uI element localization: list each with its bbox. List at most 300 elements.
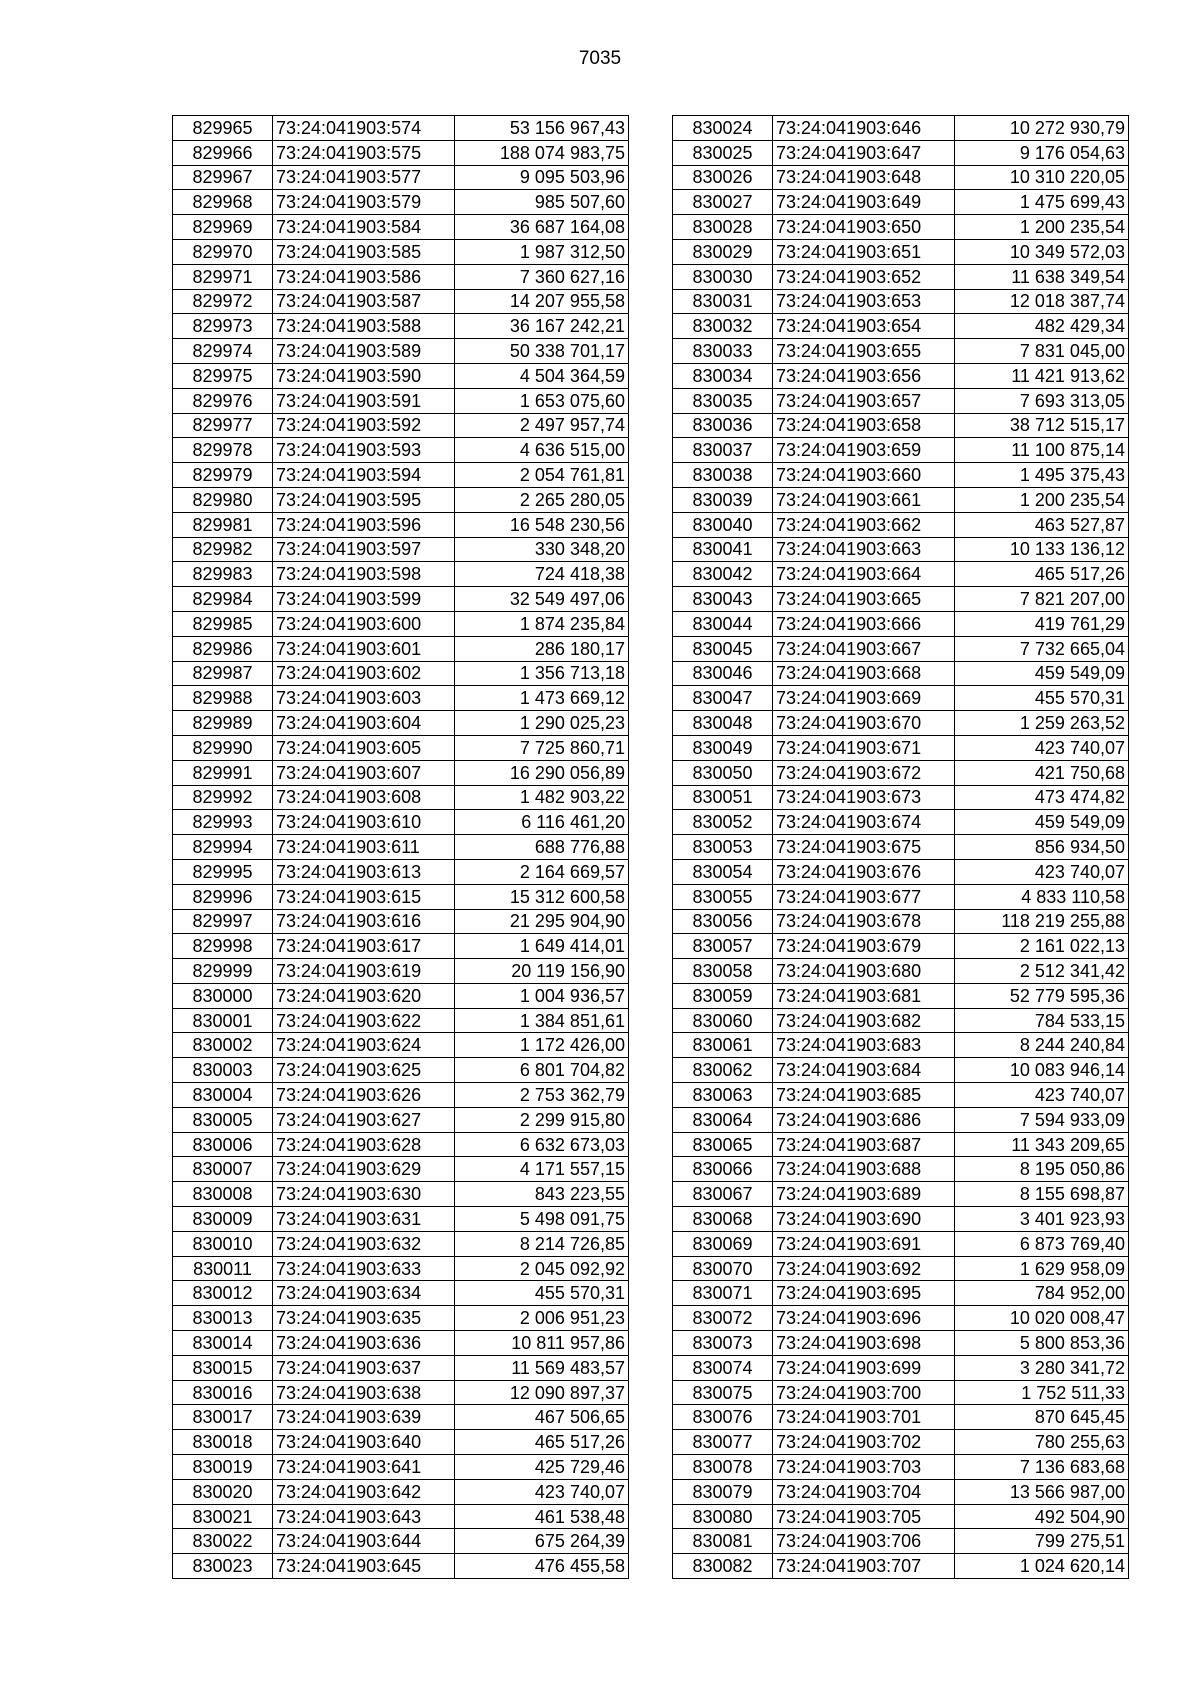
cadastral-number-cell: 73:24:041903:616: [273, 909, 455, 934]
table-row: [673, 810, 1129, 835]
value-cell: 459 549,09: [955, 661, 1129, 686]
cadastral-number-cell: 73:24:041903:646: [773, 116, 955, 141]
cadastral-number-cell: 73:24:041903:664: [773, 562, 955, 587]
table-row: [173, 1008, 629, 1033]
row-number-cell: 829996: [173, 884, 273, 909]
cadastral-number-cell: 73:24:041903:602: [273, 661, 455, 686]
value-cell: 724 418,38: [455, 562, 629, 587]
value-cell: 11 421 913,62: [955, 363, 1129, 388]
row-number-cell: 830007: [173, 1157, 273, 1182]
table-row: [173, 587, 629, 612]
cadastral-number-cell: 73:24:041903:601: [273, 636, 455, 661]
cadastral-number-cell: 73:24:041903:585: [273, 239, 455, 264]
row-number-cell: 829994: [173, 835, 273, 860]
row-number-cell: 830043: [673, 587, 773, 612]
table-row: [673, 339, 1129, 364]
table-row: [673, 1380, 1129, 1405]
cadastral-number-cell: 73:24:041903:636: [273, 1331, 455, 1356]
cadastral-number-cell: 73:24:041903:671: [773, 735, 955, 760]
table-row: [173, 735, 629, 760]
table-row: [673, 1281, 1129, 1306]
row-number-cell: 829986: [173, 636, 273, 661]
table-row: [673, 686, 1129, 711]
table-row: [173, 884, 629, 909]
value-cell: 2 497 957,74: [455, 413, 629, 438]
value-cell: 1 649 414,01: [455, 934, 629, 959]
value-cell: 7 693 313,05: [955, 388, 1129, 413]
value-cell: 2 753 362,79: [455, 1083, 629, 1108]
row-number-cell: 830066: [673, 1157, 773, 1182]
value-cell: 4 636 515,00: [455, 438, 629, 463]
cadastral-number-cell: 73:24:041903:641: [273, 1455, 455, 1480]
value-cell: 476 455,58: [455, 1554, 629, 1579]
table-row: [173, 909, 629, 934]
table-row: [173, 810, 629, 835]
value-cell: 7 831 045,00: [955, 339, 1129, 364]
table-row: [673, 140, 1129, 165]
row-number-cell: 830033: [673, 339, 773, 364]
row-number-cell: 829991: [173, 760, 273, 785]
value-cell: 8 155 698,87: [955, 1182, 1129, 1207]
cadastral-number-cell: 73:24:041903:648: [773, 165, 955, 190]
cadastral-number-cell: 73:24:041903:593: [273, 438, 455, 463]
table-row: [673, 785, 1129, 810]
cadastral-number-cell: 73:24:041903:642: [273, 1479, 455, 1504]
table-row: [173, 140, 629, 165]
table-row: [173, 711, 629, 736]
table-row: [173, 1455, 629, 1480]
table-row: [673, 363, 1129, 388]
row-number-cell: 830079: [673, 1479, 773, 1504]
row-number-cell: 830018: [173, 1430, 273, 1455]
cadastral-number-cell: 73:24:041903:631: [273, 1207, 455, 1232]
cadastral-number-cell: 73:24:041903:678: [773, 909, 955, 934]
value-cell: 7 821 207,00: [955, 587, 1129, 612]
value-cell: 784 533,15: [955, 1008, 1129, 1033]
cadastral-number-cell: 73:24:041903:644: [273, 1529, 455, 1554]
value-cell: 419 761,29: [955, 611, 1129, 636]
row-number-cell: 830078: [673, 1455, 773, 1480]
row-number-cell: 829981: [173, 512, 273, 537]
table-row: [673, 1405, 1129, 1430]
row-number-cell: 830069: [673, 1231, 773, 1256]
table-row: [673, 636, 1129, 661]
cadastral-number-cell: 73:24:041903:613: [273, 859, 455, 884]
row-number-cell: 830009: [173, 1207, 273, 1232]
cadastral-number-cell: 73:24:041903:625: [273, 1058, 455, 1083]
cadastral-number-cell: 73:24:041903:696: [773, 1306, 955, 1331]
table-row: [673, 413, 1129, 438]
cadastral-number-cell: 73:24:041903:682: [773, 1008, 955, 1033]
cadastral-number-cell: 73:24:041903:595: [273, 487, 455, 512]
cadastral-number-cell: 73:24:041903:611: [273, 835, 455, 860]
value-cell: 2 299 915,80: [455, 1107, 629, 1132]
value-cell: 13 566 987,00: [955, 1479, 1129, 1504]
cadastral-number-cell: 73:24:041903:615: [273, 884, 455, 909]
table-row: [673, 116, 1129, 141]
value-cell: 2 164 669,57: [455, 859, 629, 884]
cadastral-number-cell: 73:24:041903:604: [273, 711, 455, 736]
row-number-cell: 830067: [673, 1182, 773, 1207]
page-number: 7035: [578, 48, 622, 69]
cadastral-number-cell: 73:24:041903:596: [273, 512, 455, 537]
row-number-cell: 830034: [673, 363, 773, 388]
value-cell: 8 214 726,85: [455, 1231, 629, 1256]
value-cell: 2 512 341,42: [955, 959, 1129, 984]
cadastral-number-cell: 73:24:041903:662: [773, 512, 955, 537]
table-row: [173, 264, 629, 289]
value-cell: 36 687 164,08: [455, 215, 629, 240]
cadastral-number-cell: 73:24:041903:661: [773, 487, 955, 512]
value-cell: 1 987 312,50: [455, 239, 629, 264]
cadastral-number-cell: 73:24:041903:704: [773, 1479, 955, 1504]
cadastral-number-cell: 73:24:041903:629: [273, 1157, 455, 1182]
table-row: [173, 636, 629, 661]
row-number-cell: 830080: [673, 1504, 773, 1529]
table-row: [173, 1331, 629, 1356]
row-number-cell: 829992: [173, 785, 273, 810]
value-cell: 1 004 936,57: [455, 983, 629, 1008]
cadastral-number-cell: 73:24:041903:699: [773, 1355, 955, 1380]
cadastral-number-cell: 73:24:041903:597: [273, 537, 455, 562]
row-number-cell: 830006: [173, 1132, 273, 1157]
row-number-cell: 830015: [173, 1355, 273, 1380]
value-cell: 16 548 230,56: [455, 512, 629, 537]
table-row: [173, 1182, 629, 1207]
cadastral-number-cell: 73:24:041903:690: [773, 1207, 955, 1232]
table-row: [673, 487, 1129, 512]
cadastral-number-cell: 73:24:041903:683: [773, 1033, 955, 1058]
row-number-cell: 829977: [173, 413, 273, 438]
row-number-cell: 830077: [673, 1430, 773, 1455]
row-number-cell: 829972: [173, 289, 273, 314]
table-row: [673, 165, 1129, 190]
value-cell: 461 538,48: [455, 1504, 629, 1529]
value-cell: 6 873 769,40: [955, 1231, 1129, 1256]
table-row: [673, 959, 1129, 984]
value-cell: 985 507,60: [455, 190, 629, 215]
row-number-cell: 830031: [673, 289, 773, 314]
cadastral-number-cell: 73:24:041903:607: [273, 760, 455, 785]
table-row: [173, 512, 629, 537]
value-cell: 473 474,82: [955, 785, 1129, 810]
row-number-cell: 830060: [673, 1008, 773, 1033]
cadastral-number-cell: 73:24:041903:656: [773, 363, 955, 388]
value-cell: 1 475 699,43: [955, 190, 1129, 215]
table-row: [673, 289, 1129, 314]
cadastral-number-cell: 73:24:041903:670: [773, 711, 955, 736]
cadastral-number-cell: 73:24:041903:575: [273, 140, 455, 165]
table-row: [673, 1256, 1129, 1281]
row-number-cell: 829999: [173, 959, 273, 984]
table-row: [173, 1107, 629, 1132]
cadastral-number-cell: 73:24:041903:676: [773, 859, 955, 884]
value-cell: 7 360 627,16: [455, 264, 629, 289]
row-number-cell: 830026: [673, 165, 773, 190]
row-number-cell: 830068: [673, 1207, 773, 1232]
cadastral-number-cell: 73:24:041903:637: [273, 1355, 455, 1380]
cadastral-number-cell: 73:24:041903:702: [773, 1430, 955, 1455]
row-number-cell: 829973: [173, 314, 273, 339]
table-row: [673, 537, 1129, 562]
table-row: [673, 1207, 1129, 1232]
value-cell: 423 740,07: [955, 1083, 1129, 1108]
value-cell: 7 725 860,71: [455, 735, 629, 760]
cadastral-number-cell: 73:24:041903:620: [273, 983, 455, 1008]
value-cell: 870 645,45: [955, 1405, 1129, 1430]
table-row: [173, 1405, 629, 1430]
row-number-cell: 830063: [673, 1083, 773, 1108]
row-number-cell: 830012: [173, 1281, 273, 1306]
row-number-cell: 829989: [173, 711, 273, 736]
row-number-cell: 829988: [173, 686, 273, 711]
table-row: [673, 1182, 1129, 1207]
table-row: [173, 661, 629, 686]
value-cell: 465 517,26: [955, 562, 1129, 587]
cadastral-number-cell: 73:24:041903:663: [773, 537, 955, 562]
row-number-cell: 830002: [173, 1033, 273, 1058]
cadastral-number-cell: 73:24:041903:586: [273, 264, 455, 289]
cadastral-number-cell: 73:24:041903:667: [773, 636, 955, 661]
cadastral-number-cell: 73:24:041903:672: [773, 760, 955, 785]
table-row: [673, 1132, 1129, 1157]
row-number-cell: 830021: [173, 1504, 273, 1529]
table-row: [673, 1231, 1129, 1256]
table-row: [673, 934, 1129, 959]
cadastral-number-cell: 73:24:041903:591: [273, 388, 455, 413]
cadastral-number-cell: 73:24:041903:617: [273, 934, 455, 959]
table-row: [673, 1479, 1129, 1504]
cadastral-number-cell: 73:24:041903:603: [273, 686, 455, 711]
value-cell: 10 020 008,47: [955, 1306, 1129, 1331]
row-number-cell: 830017: [173, 1405, 273, 1430]
row-number-cell: 829993: [173, 810, 273, 835]
table-row: [173, 835, 629, 860]
value-cell: 455 570,31: [955, 686, 1129, 711]
value-cell: 423 740,07: [955, 735, 1129, 760]
cadastral-number-cell: 73:24:041903:689: [773, 1182, 955, 1207]
value-cell: 50 338 701,17: [455, 339, 629, 364]
cadastral-number-cell: 73:24:041903:653: [773, 289, 955, 314]
table-row: [673, 1008, 1129, 1033]
left-registry-table: [172, 115, 629, 1579]
value-cell: 118 219 255,88: [955, 909, 1129, 934]
table-row: [673, 1157, 1129, 1182]
value-cell: 425 729,46: [455, 1455, 629, 1480]
cadastral-number-cell: 73:24:041903:665: [773, 587, 955, 612]
cadastral-number-cell: 73:24:041903:600: [273, 611, 455, 636]
value-cell: 7 136 683,68: [955, 1455, 1129, 1480]
value-cell: 10 083 946,14: [955, 1058, 1129, 1083]
table-row: [173, 1231, 629, 1256]
table-row: [173, 339, 629, 364]
value-cell: 6 116 461,20: [455, 810, 629, 835]
cadastral-number-cell: 73:24:041903:608: [273, 785, 455, 810]
table-row: [673, 314, 1129, 339]
row-number-cell: 830032: [673, 314, 773, 339]
row-number-cell: 830020: [173, 1479, 273, 1504]
cadastral-number-cell: 73:24:041903:635: [273, 1306, 455, 1331]
table-row: [673, 1504, 1129, 1529]
row-number-cell: 829982: [173, 537, 273, 562]
value-cell: 482 429,34: [955, 314, 1129, 339]
value-cell: 11 100 875,14: [955, 438, 1129, 463]
row-number-cell: 829969: [173, 215, 273, 240]
cadastral-number-cell: 73:24:041903:584: [273, 215, 455, 240]
cadastral-number-cell: 73:24:041903:666: [773, 611, 955, 636]
cadastral-number-cell: 73:24:041903:652: [773, 264, 955, 289]
row-number-cell: 829966: [173, 140, 273, 165]
cadastral-number-cell: 73:24:041903:698: [773, 1331, 955, 1356]
value-cell: 6 632 673,03: [455, 1132, 629, 1157]
table-row: [173, 289, 629, 314]
row-number-cell: 830070: [673, 1256, 773, 1281]
table-row: [173, 1554, 629, 1579]
value-cell: 12 018 387,74: [955, 289, 1129, 314]
row-number-cell: 830035: [673, 388, 773, 413]
table-row: [173, 215, 629, 240]
value-cell: 1 290 025,23: [455, 711, 629, 736]
value-cell: 38 712 515,17: [955, 413, 1129, 438]
cadastral-number-cell: 73:24:041903:639: [273, 1405, 455, 1430]
row-number-cell: 830045: [673, 636, 773, 661]
row-number-cell: 829978: [173, 438, 273, 463]
table-row: [173, 562, 629, 587]
table-row: [173, 1157, 629, 1182]
cadastral-number-cell: 73:24:041903:589: [273, 339, 455, 364]
table-row: [673, 884, 1129, 909]
row-number-cell: 829974: [173, 339, 273, 364]
value-cell: 8 195 050,86: [955, 1157, 1129, 1182]
table-row: [673, 711, 1129, 736]
cadastral-number-cell: 73:24:041903:674: [773, 810, 955, 835]
row-number-cell: 830028: [673, 215, 773, 240]
cadastral-number-cell: 73:24:041903:624: [273, 1033, 455, 1058]
row-number-cell: 830024: [673, 116, 773, 141]
table-row: [673, 1355, 1129, 1380]
cadastral-number-cell: 73:24:041903:685: [773, 1083, 955, 1108]
table-row: [173, 1132, 629, 1157]
cadastral-number-cell: 73:24:041903:587: [273, 289, 455, 314]
value-cell: 14 207 955,58: [455, 289, 629, 314]
cadastral-number-cell: 73:24:041903:598: [273, 562, 455, 587]
row-number-cell: 829976: [173, 388, 273, 413]
value-cell: 1 200 235,54: [955, 487, 1129, 512]
value-cell: 2 265 280,05: [455, 487, 629, 512]
cadastral-number-cell: 73:24:041903:592: [273, 413, 455, 438]
table-row: [173, 760, 629, 785]
row-number-cell: 829985: [173, 611, 273, 636]
value-cell: 1 473 669,12: [455, 686, 629, 711]
table-row: [173, 165, 629, 190]
table-row: [673, 1107, 1129, 1132]
row-number-cell: 829997: [173, 909, 273, 934]
row-number-cell: 830050: [673, 760, 773, 785]
row-number-cell: 830057: [673, 934, 773, 959]
table-row: [673, 1554, 1129, 1579]
table-row: [673, 859, 1129, 884]
value-cell: 15 312 600,58: [455, 884, 629, 909]
table-row: [673, 388, 1129, 413]
value-cell: 1 384 851,61: [455, 1008, 629, 1033]
table-row: [173, 983, 629, 1008]
cadastral-number-cell: 73:24:041903:668: [773, 661, 955, 686]
value-cell: 423 740,07: [455, 1479, 629, 1504]
table-row: [673, 909, 1129, 934]
table-row: [673, 215, 1129, 240]
table-row: [173, 1529, 629, 1554]
cadastral-number-cell: 73:24:041903:579: [273, 190, 455, 215]
cadastral-number-cell: 73:24:041903:634: [273, 1281, 455, 1306]
row-number-cell: 830004: [173, 1083, 273, 1108]
table-row: [173, 785, 629, 810]
row-number-cell: 830073: [673, 1331, 773, 1356]
cadastral-number-cell: 73:24:041903:707: [773, 1554, 955, 1579]
row-number-cell: 830001: [173, 1008, 273, 1033]
cadastral-number-cell: 73:24:041903:590: [273, 363, 455, 388]
row-number-cell: 830054: [673, 859, 773, 884]
cadastral-number-cell: 73:24:041903:673: [773, 785, 955, 810]
value-cell: 10 310 220,05: [955, 165, 1129, 190]
table-row: [173, 487, 629, 512]
value-cell: 12 090 897,37: [455, 1380, 629, 1405]
row-number-cell: 830082: [673, 1554, 773, 1579]
value-cell: 1 653 075,60: [455, 388, 629, 413]
row-number-cell: 830005: [173, 1107, 273, 1132]
cadastral-number-cell: 73:24:041903:599: [273, 587, 455, 612]
row-number-cell: 830036: [673, 413, 773, 438]
value-cell: 1 024 620,14: [955, 1554, 1129, 1579]
value-cell: 2 054 761,81: [455, 463, 629, 488]
cadastral-number-cell: 73:24:041903:680: [773, 959, 955, 984]
row-number-cell: 830046: [673, 661, 773, 686]
row-number-cell: 830081: [673, 1529, 773, 1554]
table-row: [173, 388, 629, 413]
value-cell: 3 401 923,93: [955, 1207, 1129, 1232]
value-cell: 1 482 903,22: [455, 785, 629, 810]
right-registry-table: [672, 115, 1129, 1579]
table-row: [173, 1355, 629, 1380]
table-row: [173, 1207, 629, 1232]
table-row: [173, 314, 629, 339]
table-row: [173, 1306, 629, 1331]
value-cell: 4 833 110,58: [955, 884, 1129, 909]
cadastral-number-cell: 73:24:041903:594: [273, 463, 455, 488]
value-cell: 2 045 092,92: [455, 1256, 629, 1281]
table-row: [173, 686, 629, 711]
table-row: [173, 611, 629, 636]
cadastral-number-cell: 73:24:041903:605: [273, 735, 455, 760]
table-row: [673, 735, 1129, 760]
value-cell: 463 527,87: [955, 512, 1129, 537]
cadastral-number-cell: 73:24:041903:622: [273, 1008, 455, 1033]
table-row: [673, 1455, 1129, 1480]
cadastral-number-cell: 73:24:041903:619: [273, 959, 455, 984]
row-number-cell: 830019: [173, 1455, 273, 1480]
table-row: [173, 537, 629, 562]
value-cell: 465 517,26: [455, 1430, 629, 1455]
value-cell: 688 776,88: [455, 835, 629, 860]
value-cell: 4 171 557,15: [455, 1157, 629, 1182]
cadastral-number-cell: 73:24:041903:643: [273, 1504, 455, 1529]
value-cell: 10 133 136,12: [955, 537, 1129, 562]
row-number-cell: 829967: [173, 165, 273, 190]
row-number-cell: 830072: [673, 1306, 773, 1331]
table-row: [673, 1529, 1129, 1554]
table-row: [673, 1306, 1129, 1331]
value-cell: 675 264,39: [455, 1529, 629, 1554]
cadastral-number-cell: 73:24:041903:669: [773, 686, 955, 711]
